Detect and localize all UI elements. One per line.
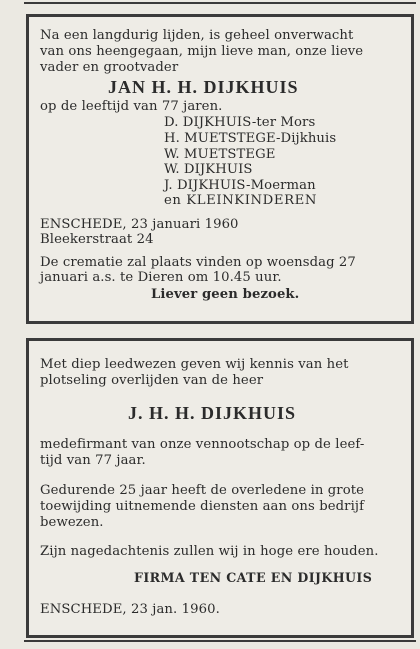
place-date: ENSCHEDE, 23 jan. 1960. — [40, 602, 220, 617]
cremation-line-1: De crematie zal plaats vinden op woensdag 27 — [40, 255, 356, 270]
intro-line-2: van ons heengegaan, mijn lieve man, onze lieve — [40, 44, 364, 59]
intro-line-2: plotseling overlijden van de heer — [40, 373, 264, 388]
bottom-rule — [24, 640, 416, 642]
intro-line-1: Met diep leedwezen geven wij kennis van het — [40, 357, 349, 372]
deceased-name: J. H. H. DIJKHUIS — [128, 403, 297, 423]
family-member: J. DIJKHUIS-Moerman — [164, 178, 316, 193]
family-member: W. DIJKHUIS — [164, 162, 253, 177]
place-date: ENSCHEDE, 23 januari 1960 — [40, 217, 239, 232]
family-member: D. DIJKHUIS-ter Mors — [164, 115, 316, 130]
cremation-line-2: januari a.s. te Dieren om 10.45 uur. — [40, 270, 282, 285]
top-rule — [24, 2, 416, 4]
service-line-1: Gedurende 25 jaar heeft de overledene in grote — [40, 483, 365, 498]
intro-line-3: vader en grootvader — [40, 60, 179, 75]
address: Bleekerstraat 24 — [40, 232, 154, 247]
memory-line: Zijn nagedachtenis zullen wij in hoge ere houden. — [40, 544, 379, 559]
role-line-2: tijd van 77 jaar. — [40, 453, 146, 468]
service-line-3: bewezen. — [40, 515, 104, 530]
intro-line-1: Na een langdurig lijden, is geheel onverwacht — [40, 28, 354, 43]
family-member: W. MUETSTEGE — [164, 147, 276, 162]
age-line: op de leeftijd van 77 jaren. — [40, 99, 223, 114]
family-member: en KLEINKINDEREN — [164, 193, 317, 208]
firm-signature: FIRMA TEN CATE EN DIJKHUIS — [134, 570, 373, 585]
role-line-1: medefirmant van onze vennootschap op de leef- — [40, 437, 365, 452]
no-visit-line: Liever geen bezoek. — [151, 287, 300, 302]
family-member: H. MUETSTEGE-Dijkhuis — [164, 131, 337, 146]
deceased-name: JAN H. H. DIJKHUIS — [108, 77, 299, 97]
service-line-2: toewijding uitnemende diensten aan ons bedrijf — [40, 499, 365, 514]
